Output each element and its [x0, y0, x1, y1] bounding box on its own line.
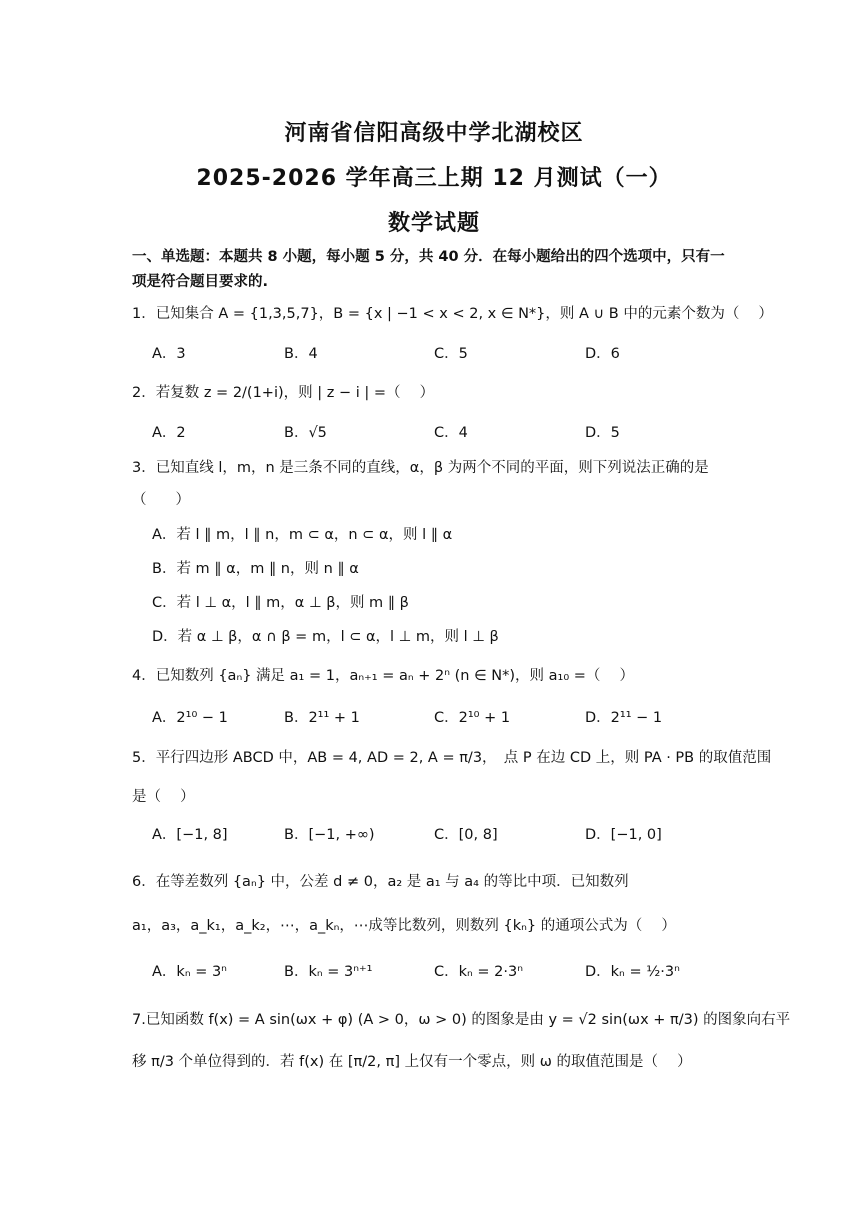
question-1-option-a: A．3	[152, 346, 186, 362]
question-3-option-b: B．若 m ∥ α，m ∥ n，则 n ∥ α	[152, 561, 359, 577]
question-2-option-c: C．4	[434, 425, 468, 441]
question-2-option-d: D．5	[585, 425, 620, 441]
question-2-stem: 2．若复数 z = 2/(1+i)，则 | z − i | =（ ）	[132, 385, 435, 401]
question-1-stem: 1．已知集合 A = {1,3,5,7}，B = {x | −1 < x < 2, x ∈ N*}，则 A ∪ B 中的元素个数为（ ）	[132, 306, 773, 322]
question-6-option-d: D．kₙ = ½·3ⁿ	[585, 964, 680, 980]
exam-title: 2025-2026 学年高三上期 12 月测试（一）	[196, 166, 672, 191]
question-7-stem-line2: 移 π/3 个单位得到的．若 f(x) 在 [π/2, π] 上仅有一个零点，则 ω 的取值范围是（ ）	[132, 1054, 692, 1070]
question-2-option-b: B．√5	[284, 425, 327, 441]
question-5-option-a: A．[−1, 8]	[152, 827, 228, 843]
question-3-option-c: C．若 l ⊥ α，l ∥ m，α ⊥ β，则 m ∥ β	[152, 595, 409, 611]
question-6-stem-line2: a₁，a₃，a_k₁，a_k₂，⋯，a_kₙ，⋯成等比数列，则数列 {kₙ} 的通项公式为（ ）	[132, 918, 676, 934]
question-4-stem: 4．已知数列 {aₙ} 满足 a₁ = 1，aₙ₊₁ = aₙ + 2ⁿ (n ∈ N*)，则 a₁₀ =（ ）	[132, 668, 635, 684]
question-5-stem-line1: 5．平行四边形 ABCD 中，AB = 4, AD = 2, A = π/3， 点 P 在边 CD 上，则 PA · PB 的取值范围	[132, 750, 772, 766]
question-5-option-c: C．[0, 8]	[434, 827, 498, 843]
school-title: 河南省信阳高级中学北湖校区	[284, 121, 584, 146]
question-4-option-b: B．2¹¹ + 1	[284, 710, 360, 726]
question-7-stem-line1: 7.已知函数 f(x) = A sin(ωx + φ) (A > 0，ω > 0) 的图象是由 y = √2 sin(ωx + π/3) 的图象向右平	[132, 1012, 791, 1028]
question-4-option-d: D．2¹¹ − 1	[585, 710, 663, 726]
question-5-option-b: B．[−1, +∞)	[284, 827, 375, 843]
question-3-stem-line2: （ ）	[132, 492, 190, 508]
question-3-stem-line1: 3．已知直线 l，m，n 是三条不同的直线，α，β 为两个不同的平面，则下列说法正确的是	[132, 460, 709, 476]
question-1-option-b: B．4	[284, 346, 318, 362]
question-3-option-d: D．若 α ⊥ β，α ∩ β = m，l ⊂ α，l ⊥ m，则 l ⊥ β	[152, 629, 499, 645]
question-4-option-a: A．2¹⁰ − 1	[152, 710, 228, 726]
question-5-option-d: D．[−1, 0]	[585, 827, 662, 843]
question-1-option-c: C．5	[434, 346, 468, 362]
subject-title: 数学试题	[387, 211, 480, 236]
question-6-option-b: B．kₙ = 3ⁿ⁺¹	[284, 964, 373, 980]
question-6-stem-line1: 6．在等差数列 {aₙ} 中，公差 d ≠ 0，a₂ 是 a₁ 与 a₄ 的等比中项．已知数列	[132, 874, 629, 890]
question-6-option-c: C．kₙ = 2·3ⁿ	[434, 964, 524, 980]
section-heading-line1: 一、单选题：本题共 8 小题，每小题 5 分，共 40 分．在每小题给出的四个选项中，只有一	[132, 249, 725, 265]
question-4-option-c: C．2¹⁰ + 1	[434, 710, 511, 726]
question-5-stem-line2: 是（ ）	[132, 789, 195, 805]
question-3-option-a: A．若 l ∥ m，l ∥ n，m ⊂ α，n ⊂ α，则 l ∥ α	[152, 527, 453, 543]
question-6-option-a: A．kₙ = 3ⁿ	[152, 964, 227, 980]
section-heading-line2: 项是符合题目要求的.	[132, 274, 269, 290]
question-2-option-a: A．2	[152, 425, 186, 441]
question-1-option-d: D．6	[585, 346, 620, 362]
